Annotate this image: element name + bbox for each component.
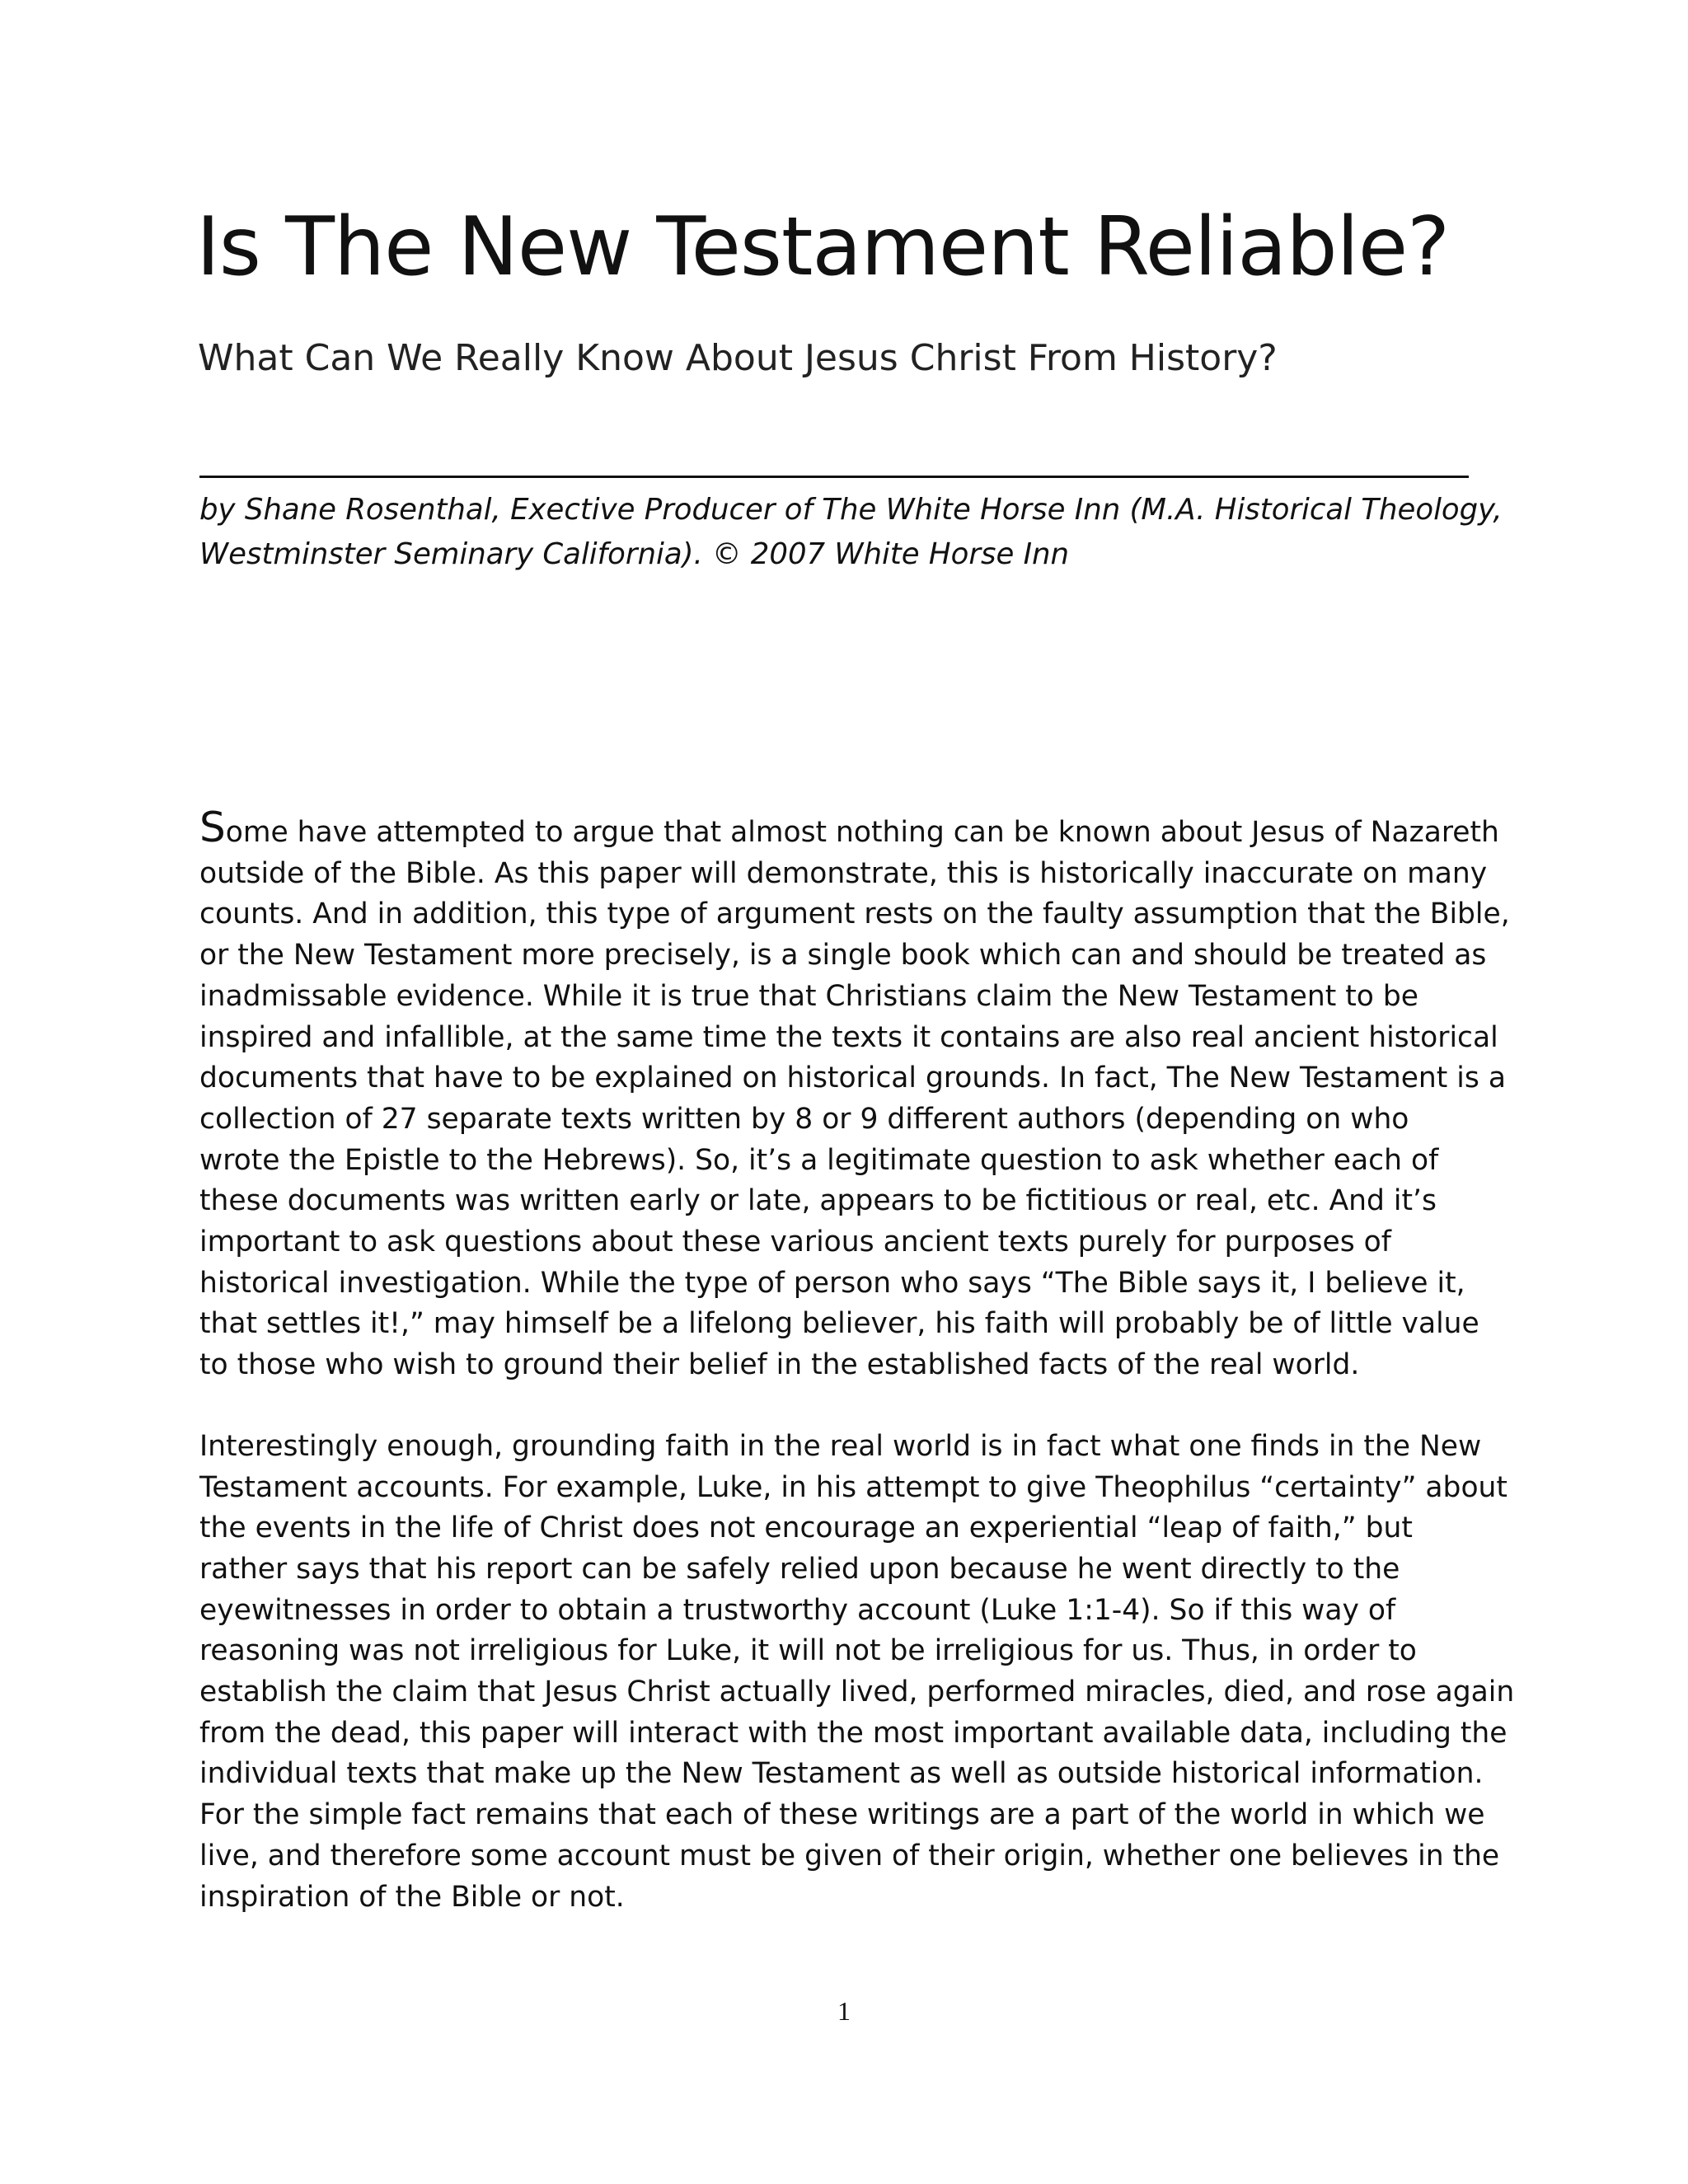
paragraph-line: inspiration of the Bible or not. xyxy=(199,1880,625,1914)
paragraph-line: that settles it!,” may himself be a lifelong believer, his faith will probably be of little value xyxy=(199,1307,1479,1341)
paragraph-line: inspired and infallible, at the same time the texts it contains are also real ancient historical xyxy=(199,1020,1498,1054)
paragraph-line: wrote the Epistle to the Hebrews). So, it’s a legitimate question to ask whether each of xyxy=(199,1143,1439,1177)
paragraph-line: or the New Testament more precisely, is a single book which can and should be treated as xyxy=(199,939,1487,972)
paragraph-2 xyxy=(199,1427,1535,1918)
paragraph-line: Testament accounts. For example, Luke, in his attempt to give Theophilus “certainty” about xyxy=(199,1470,1507,1504)
paragraph-line: these documents was written early or late, appears to be fictitious or real, etc. And it’s xyxy=(199,1184,1437,1218)
paragraph-line: important to ask questions about these various ancient texts purely for purposes of xyxy=(199,1226,1391,1259)
paragraph-line: the events in the life of Christ does not encourage an experiential “leap of faith,” but xyxy=(199,1511,1413,1545)
paragraph-line: documents that have to be explained on historical grounds. In fact, The New Testament is a xyxy=(199,1062,1506,1095)
paragraph-line: individual texts that make up the New Testament as well as outside historical information. xyxy=(199,1757,1484,1791)
document-title: Is The New Testament Reliable? xyxy=(196,200,1450,294)
paragraph-line: live, and therefore some account must be given of their origin, whether one believes in the xyxy=(199,1839,1500,1872)
paragraph-line xyxy=(199,804,1535,854)
byline-line: by Shane Rosenthal, Exective Producer of The White Horse Inn (M.A. Historical Theology, xyxy=(199,493,1503,527)
body-text xyxy=(199,804,1535,1918)
paragraph-line: establish the claim that Jesus Christ actually lived, performed miracles, died, and rose again xyxy=(199,1675,1515,1709)
paragraph-1 xyxy=(199,804,1535,1386)
paragraph-line: For the simple fact remains that each of these writings are a part of the world in which we xyxy=(199,1798,1485,1832)
author-byline xyxy=(199,488,1535,577)
paragraph-line: historical investigation. While the type of person who says “The Bible says it, I believe it, xyxy=(199,1266,1465,1300)
paragraph-line: collection of 27 separate texts written by 8 or 9 different authors (depending on who xyxy=(199,1102,1409,1136)
paragraph-line: counts. And in addition, this type of argument rests on the faulty assumption that the Bible, xyxy=(199,898,1510,931)
first-line-text: ome have attempted to argue that almost nothing can be known about Jesus of Nazareth xyxy=(225,816,1499,849)
title-divider xyxy=(199,476,1469,478)
paragraph-spacer xyxy=(199,1386,1535,1427)
paragraph-line: inadmissable evidence. While it is true that Christians claim the New Testament to be xyxy=(199,979,1418,1013)
paragraph-line: from the dead, this paper will interact with the most important available data, including the xyxy=(199,1716,1507,1750)
paragraph-line: reasoning was not irreligious for Luke, it will not be irreligious for us. Thus, in order to xyxy=(199,1634,1417,1668)
paragraph-line: eyewitnesses in order to obtain a trustworthy account (Luke 1:1-4). So if this way of xyxy=(199,1593,1396,1627)
byline-line: Westminster Seminary California). © 2007 White Horse Inn xyxy=(199,537,1070,571)
paragraph-line: rather says that his report can be safely relied upon because he went directly to the xyxy=(199,1552,1400,1586)
drop-cap: S xyxy=(199,804,226,851)
page-number: 1 xyxy=(837,1996,851,2026)
paragraph-line: Interestingly enough, grounding faith in the real world is in fact what one finds in the New xyxy=(199,1429,1482,1463)
document-subtitle: What Can We Really Know About Jesus Christ From History? xyxy=(198,337,1278,379)
paragraph-line: outside of the Bible. As this paper will demonstrate, this is historically inaccurate on many xyxy=(199,856,1488,890)
paragraph-line: to those who wish to ground their belief in the established facts of the real world. xyxy=(199,1348,1360,1382)
